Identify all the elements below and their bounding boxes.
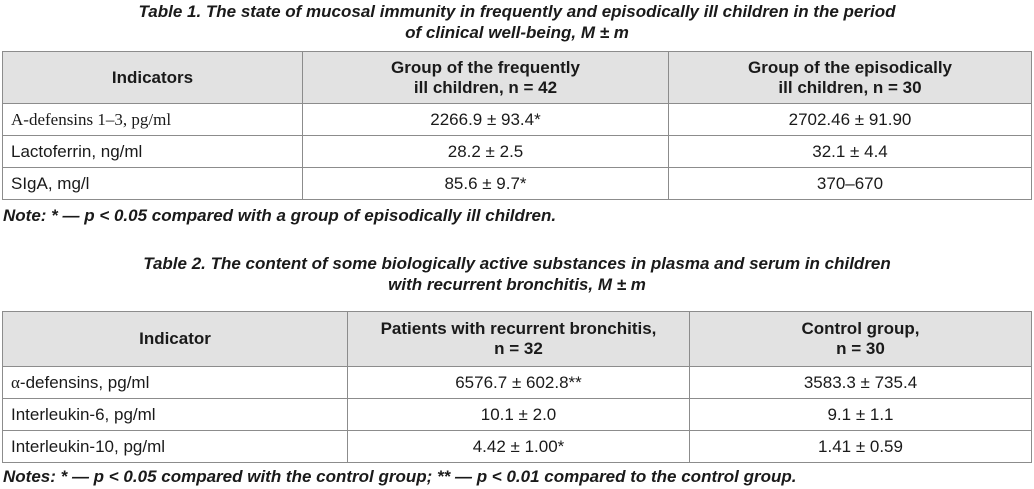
table1-row1-indicator: A-defensins 1–3, pg/ml — [3, 104, 303, 136]
table2-row3-patients: 4.42 ± 1.00* — [348, 431, 690, 463]
table1-header-indicators: Indicators — [3, 52, 303, 104]
table1-caption-line1: Table 1. The state of mucosal immunity in frequently and episodically ill children in the period — [138, 2, 896, 21]
table-row — [3, 104, 1032, 136]
table1-header-frequent-line2: ill children, n = 42 — [413, 77, 558, 97]
table2-row1-indicator: α-defensins, pg/ml — [3, 367, 348, 399]
table2-row1-indicator-text: -defensins, pg/ml — [19, 372, 150, 392]
table2-caption-line1: Table 2. The content of some biologically active substances in plasma and serum in children — [143, 254, 891, 273]
table-row — [3, 136, 1032, 168]
table2-row1-patients: 6576.7 ± 602.8** — [348, 367, 690, 399]
table1-row1-frequent: 2266.9 ± 93.4* — [303, 104, 669, 136]
table1-header-episodic-line1: Group of the episodically — [747, 57, 953, 77]
table2-row2-control: 9.1 ± 1.1 — [690, 399, 1032, 431]
table2-row3-indicator: Interleukin-10, pg/ml — [3, 431, 348, 463]
table2-caption — [0, 253, 1034, 295]
table1 — [2, 51, 1032, 200]
table1-row3-frequent: 85.6 ± 9.7* — [303, 168, 669, 200]
table1-row3-indicator: SIgA, mg/l — [3, 168, 303, 200]
table1-header-episodic-line2: ill children, n = 30 — [778, 77, 922, 97]
table1-row2-indicator: Lactoferrin, ng/ml — [3, 136, 303, 168]
table1-caption-line2: of clinical well-being, M ± m — [405, 23, 629, 42]
table2-header-patients-line2: n = 32 — [494, 339, 543, 358]
table1-note: Note: * — p < 0.05 compared with a group of episodically ill children. — [3, 206, 557, 225]
table1-header-row — [3, 52, 1032, 104]
table1-header-episodic — [669, 52, 1032, 104]
table2-header-patients — [348, 312, 690, 367]
table-row — [3, 168, 1032, 200]
table2-header-patients-line1: Patients with recurrent bronchitis, — [380, 319, 657, 338]
table-row — [3, 431, 1032, 463]
table2 — [2, 311, 1032, 463]
table1-header-frequent-line1: Group of the frequently — [391, 57, 580, 77]
table2-caption-line2: with recurrent bronchitis, M ± m — [388, 275, 646, 294]
table2-row3-control: 1.41 ± 0.59 — [690, 431, 1032, 463]
table1-row2-episodic: 32.1 ± 4.4 — [669, 136, 1032, 168]
table1-row1-episodic: 2702.46 ± 91.90 — [669, 104, 1032, 136]
table2-row2-indicator: Interleukin-6, pg/ml — [3, 399, 348, 431]
table2-note: Notes: * — p < 0.05 compared with the control group; ** — p < 0.01 compared to the control group. — [3, 467, 797, 486]
table2-header-row — [3, 312, 1032, 367]
table2-row1-control: 3583.3 ± 735.4 — [690, 367, 1032, 399]
table-row — [3, 399, 1032, 431]
table2-header-control-line1: Control group, — [801, 319, 920, 338]
table1-row3-episodic: 370–670 — [669, 168, 1032, 200]
table1-caption — [0, 1, 1034, 43]
table1-header-frequent — [303, 52, 669, 104]
table2-row2-patients: 10.1 ± 2.0 — [348, 399, 690, 431]
table-row — [3, 367, 1032, 399]
table2-header-control — [690, 312, 1032, 367]
table2-header-indicator: Indicator — [3, 312, 348, 367]
table2-header-control-line2: n = 30 — [836, 339, 885, 358]
table1-row2-frequent: 28.2 ± 2.5 — [303, 136, 669, 168]
